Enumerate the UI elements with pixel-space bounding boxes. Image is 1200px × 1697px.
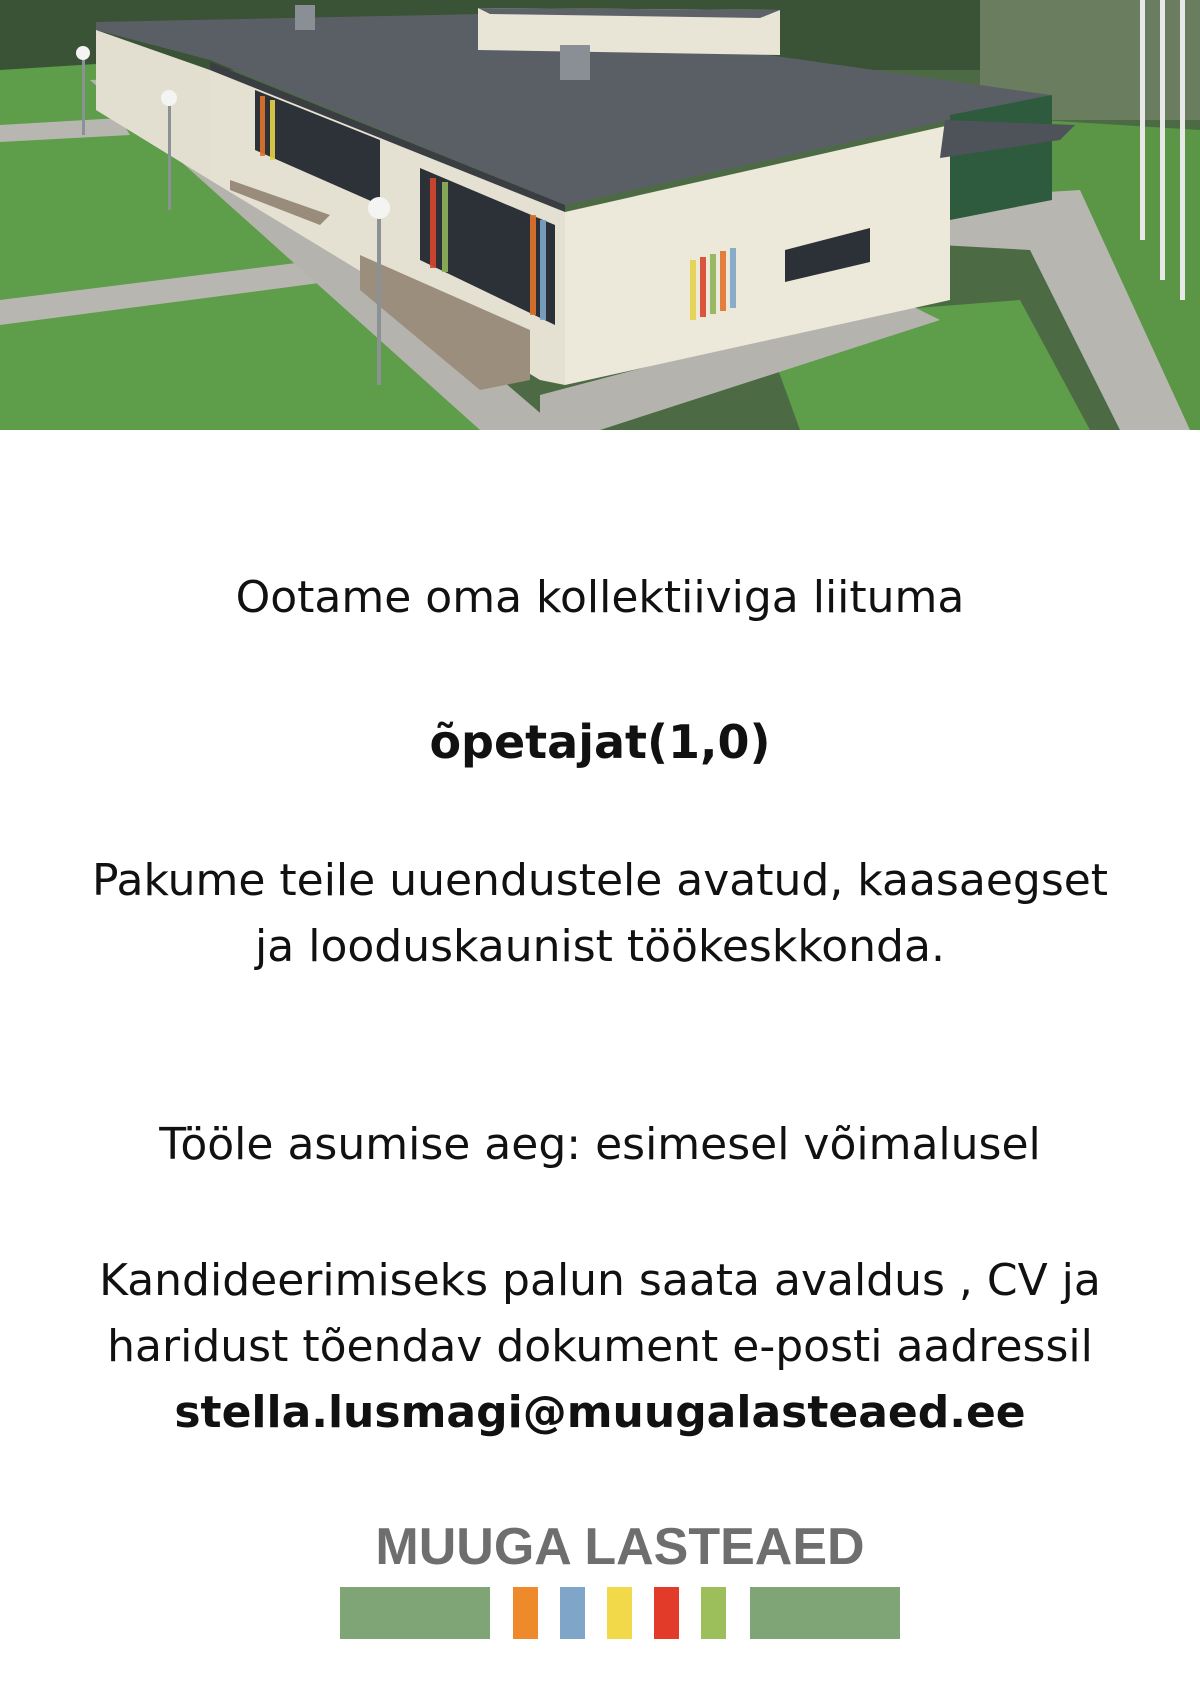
logo-stripe <box>513 1587 538 1639</box>
offer-text <box>0 848 1200 980</box>
apply-text <box>0 1248 1200 1380</box>
logo-stripe <box>654 1587 679 1639</box>
kindergarten-logo <box>340 1515 900 1635</box>
hero-photo <box>0 0 1200 430</box>
logo-stripe <box>560 1587 585 1639</box>
logo-stripes <box>340 1587 900 1639</box>
logo-name: MUUGA LASTEAED <box>375 1518 865 1576</box>
logo-stripe <box>701 1587 726 1639</box>
apply-line: Kandideerimiseks palun saata avaldus , CV ja <box>99 1255 1101 1306</box>
start-time-text: Tööle asumise aeg: esimesel võimalusel <box>159 1119 1041 1170</box>
logo-stripe <box>607 1587 632 1639</box>
lead-text: Ootame oma kollektiiviga liituma <box>235 572 965 623</box>
offer-line: ja looduskaunist töökeskkonda. <box>255 921 945 972</box>
contact-email[interactable]: stella.lusmagi@muugalasteaed.ee <box>174 1387 1026 1438</box>
apply-line: haridust tõendav dokument e-posti aadressil <box>107 1321 1093 1372</box>
offer-line: Pakume teile uuendustele avatud, kaasaegset <box>91 855 1109 906</box>
logo-stripe <box>340 1587 490 1639</box>
logo-stripe <box>750 1587 900 1639</box>
position-title: õpetajat(1,0) <box>429 715 771 769</box>
